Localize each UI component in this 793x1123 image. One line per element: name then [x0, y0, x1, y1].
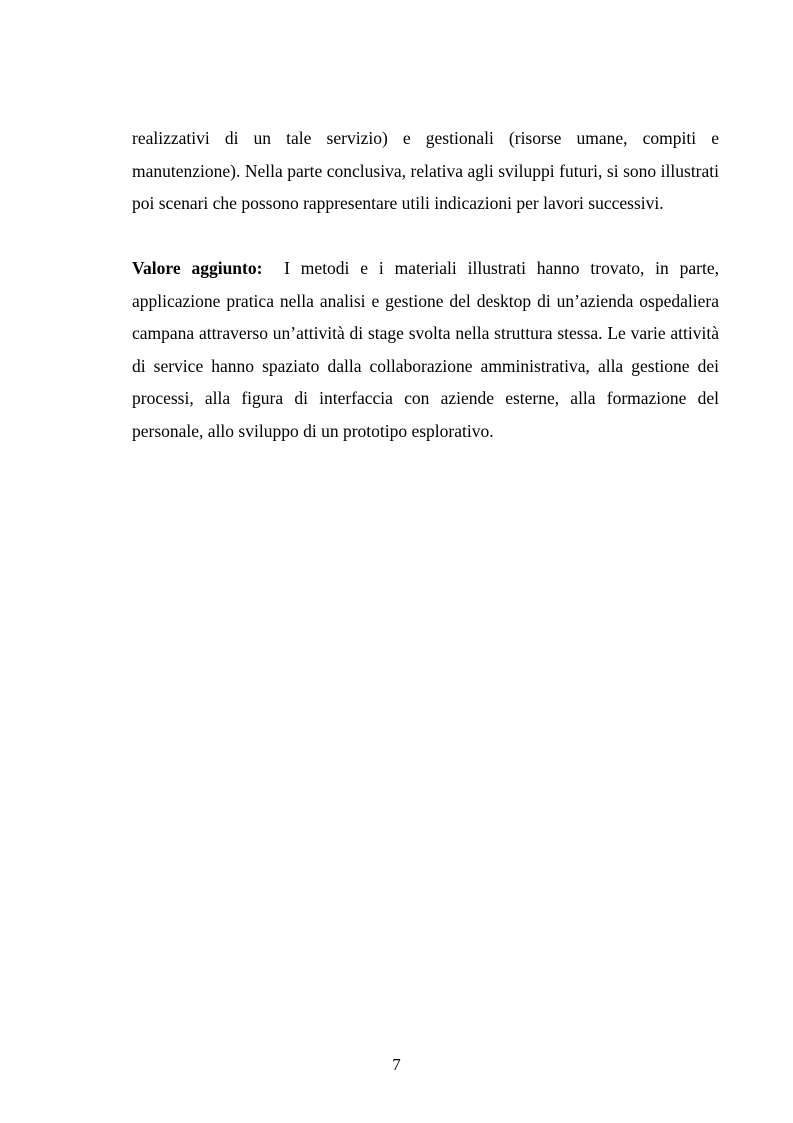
valore-aggiunto-label: Valore aggiunto:	[132, 258, 263, 278]
valore-aggiunto-body: I metodi e i materiali illustrati hanno trovato, in parte, applicazione pratica nella analisi e gestione del desktop di un’azienda ospedaliera campana attraverso un’attività di stage svolta nella struttura stessa. Le varie attività di service hanno spaziato dalla collaborazione amministrativa, alla gestione dei processi, alla figura di interfaccia con aziende esterne, alla formazione del personale, allo sviluppo di un prototipo esplorativo.	[132, 258, 719, 441]
paragraph-valore-aggiunto	[132, 252, 719, 447]
paragraph-continuation: realizzativi di un tale servizio) e gestionali (risorse umane, compiti e manutenzione). Nella parte conclusiva, relativa agli sviluppi futuri, si sono illustrati poi scenari che possono rappresentare utili indicazioni per lavori successivi.	[132, 128, 719, 213]
page-number: 7	[392, 1055, 401, 1074]
